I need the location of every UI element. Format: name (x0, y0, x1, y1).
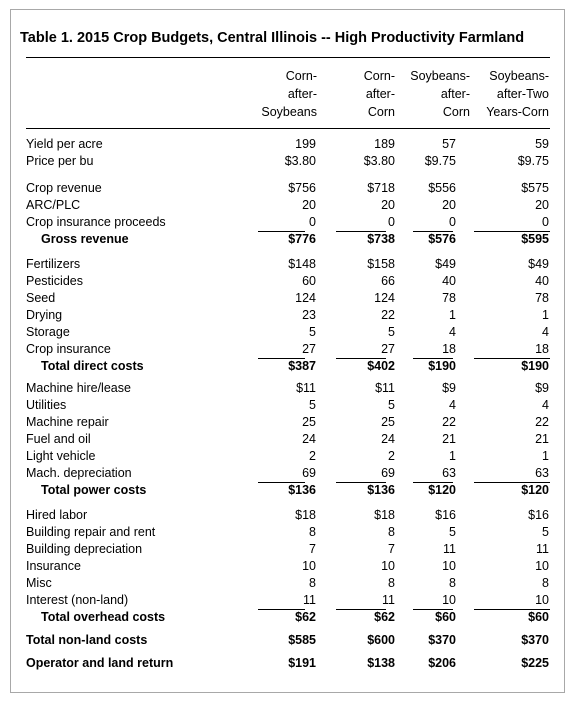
table-row (26, 153, 550, 170)
row-value: 124 (295, 291, 316, 305)
row-label: Total non-land costs (26, 633, 148, 647)
row-value: 1 (449, 449, 456, 463)
table-row (26, 136, 550, 153)
row-value: 11 (303, 593, 316, 607)
row-value: 18 (535, 342, 549, 356)
row-value: 20 (535, 198, 549, 212)
table-row (26, 214, 550, 231)
row-value: $120 (428, 483, 456, 497)
row-value: $120 (521, 483, 549, 497)
col-header-line: Corn (442, 105, 470, 119)
row-label: Crop insurance (26, 342, 111, 356)
row-value: 2 (309, 449, 316, 463)
row-value: 0 (542, 215, 549, 229)
table-row (26, 324, 550, 341)
row-value: 8 (542, 576, 549, 590)
row-value: $62 (374, 610, 395, 624)
row-value: $62 (295, 610, 316, 624)
row-label: ARC/PLC (26, 198, 81, 212)
row-value: 5 (542, 525, 549, 539)
subtotal-rule (413, 482, 453, 483)
row-value: 78 (535, 291, 549, 305)
row-value: 23 (302, 308, 316, 322)
row-value: $206 (428, 656, 456, 670)
table-row (26, 592, 550, 609)
table-row (26, 397, 550, 414)
row-value: 40 (442, 274, 456, 288)
row-value: $776 (288, 232, 316, 246)
row-label: Mach. depreciation (26, 466, 132, 480)
table-title: Table 1. 2015 Crop Budgets, Central Illinois -- High Productivity Farmland (20, 30, 525, 46)
row-value: 22 (442, 415, 456, 429)
row-label: Storage (26, 325, 70, 339)
row-value: $585 (288, 633, 316, 647)
table-row (26, 341, 550, 358)
col-header-line: after- (440, 87, 470, 101)
row-value: $138 (367, 656, 395, 670)
row-value: 2 (388, 449, 395, 463)
row-value: 66 (381, 274, 395, 288)
row-value: 40 (535, 274, 549, 288)
row-value: $370 (428, 633, 456, 647)
row-value: $387 (288, 359, 316, 373)
row-value: $370 (521, 633, 549, 647)
row-value: 69 (381, 466, 395, 480)
row-value: 60 (302, 274, 316, 288)
row-value: 124 (374, 291, 395, 305)
row-value: 5 (449, 525, 456, 539)
row-value: $148 (288, 257, 316, 271)
row-value: 22 (535, 415, 549, 429)
row-label: Light vehicle (26, 449, 96, 463)
row-label: Crop insurance proceeds (26, 215, 166, 229)
subtotal-rule (413, 609, 453, 610)
row-value: $576 (428, 232, 456, 246)
row-label: Hired labor (26, 508, 88, 522)
col-header-line: Years-Corn (486, 105, 549, 119)
row-value: 22 (381, 308, 395, 322)
row-value: 63 (535, 466, 549, 480)
row-value: 10 (381, 559, 395, 573)
row-value: 4 (449, 398, 456, 412)
table-row (26, 256, 550, 273)
row-value: 11 (382, 593, 395, 607)
row-value: $9 (442, 381, 456, 395)
row-value: 8 (309, 576, 316, 590)
subtotal-rule (474, 609, 550, 610)
row-value: 1 (542, 449, 549, 463)
row-value: 78 (442, 291, 456, 305)
row-value: 4 (449, 325, 456, 339)
row-value: 5 (388, 325, 395, 339)
col-header-soybeans-after-two-years-corn (449, 67, 549, 121)
row-value: $3.80 (284, 154, 316, 168)
row-label: Pesticides (26, 274, 83, 288)
row-value: $3.80 (363, 154, 395, 168)
row-label: Building repair and rent (26, 525, 156, 539)
row-value: $9 (535, 381, 549, 395)
row-label: Gross revenue (41, 232, 129, 246)
row-value: 10 (442, 559, 456, 573)
table-row (26, 290, 550, 307)
row-value: 10 (442, 593, 456, 607)
row-value: $190 (521, 359, 549, 373)
row-label: Yield per acre (26, 137, 103, 151)
row-value: 20 (381, 198, 395, 212)
row-value: $136 (367, 483, 395, 497)
row-value: 1 (542, 308, 549, 322)
row-value: 189 (374, 137, 395, 151)
col-header-line: Corn- (285, 69, 317, 83)
row-value: $60 (528, 610, 549, 624)
row-value: $11 (375, 381, 395, 395)
table-row (26, 307, 550, 324)
row-label: Crop revenue (26, 181, 102, 195)
row-label: Insurance (26, 559, 81, 573)
row-value: 0 (449, 215, 456, 229)
row-label: Misc (26, 576, 52, 590)
subtotal-rule (258, 482, 305, 483)
table-row (26, 507, 550, 524)
row-value: 1 (449, 308, 456, 322)
row-value: $49 (528, 257, 549, 271)
table-row (26, 632, 550, 649)
row-value: $595 (521, 232, 549, 246)
table-row (26, 609, 550, 626)
row-value: 8 (388, 525, 395, 539)
row-label: Utilities (26, 398, 67, 412)
row-value: $60 (435, 610, 456, 624)
table-row (26, 655, 550, 672)
row-value: 20 (302, 198, 316, 212)
col-header-line: after- (287, 87, 317, 101)
row-value: 59 (535, 137, 549, 151)
table-row (26, 414, 550, 431)
row-value: 0 (309, 215, 316, 229)
row-value: $190 (428, 359, 456, 373)
row-value: $136 (288, 483, 316, 497)
row-value: $49 (435, 257, 456, 271)
row-value: 69 (302, 466, 316, 480)
row-value: $9.75 (517, 154, 549, 168)
table-row (26, 448, 550, 465)
row-value: 18 (442, 342, 456, 356)
row-value: $11 (296, 381, 316, 395)
row-value: 63 (442, 466, 456, 480)
row-value: $18 (295, 508, 316, 522)
row-value: $158 (367, 257, 395, 271)
table-row (26, 482, 550, 499)
row-value: 27 (381, 342, 395, 356)
row-value: 8 (449, 576, 456, 590)
table-row (26, 358, 550, 375)
subtotal-rule (474, 358, 550, 359)
row-value: $738 (367, 232, 395, 246)
table-row (26, 197, 550, 214)
row-value: $402 (367, 359, 395, 373)
col-header-line: Corn (367, 105, 395, 119)
row-value: 11 (536, 542, 549, 556)
table-row (26, 180, 550, 197)
row-value: 57 (442, 137, 456, 151)
row-label: Interest (non-land) (26, 593, 129, 607)
row-value: $9.75 (424, 154, 456, 168)
row-value: 25 (302, 415, 316, 429)
col-header-line: Corn- (363, 69, 395, 83)
table-row (26, 541, 550, 558)
row-label: Drying (26, 308, 63, 322)
col-header-line: after- (365, 87, 395, 101)
row-label: Operator and land return (26, 656, 174, 670)
row-value: 7 (309, 542, 316, 556)
row-value: $191 (288, 656, 316, 670)
header-rule-bottom (26, 128, 550, 129)
row-value: 5 (309, 398, 316, 412)
row-value: 25 (381, 415, 395, 429)
row-value: 5 (388, 398, 395, 412)
row-value: $756 (288, 181, 316, 195)
row-value: $18 (374, 508, 395, 522)
table-row (26, 465, 550, 482)
col-header-line: after-Two (496, 87, 549, 101)
row-value: $225 (521, 656, 549, 670)
table-row (26, 558, 550, 575)
subtotal-rule (413, 358, 453, 359)
row-value: 199 (295, 137, 316, 151)
row-value: 21 (442, 432, 456, 446)
subtotal-rule (258, 231, 305, 232)
table-row (26, 575, 550, 592)
table-row (26, 431, 550, 448)
table-row (26, 380, 550, 397)
row-label: Building depreciation (26, 542, 143, 556)
row-label: Total power costs (41, 483, 147, 497)
row-value: 24 (302, 432, 316, 446)
table-row (26, 231, 550, 248)
table-row (26, 273, 550, 290)
row-value: 10 (535, 593, 549, 607)
row-label: Fertilizers (26, 257, 81, 271)
row-value: 24 (381, 432, 395, 446)
col-header-line: Soybeans- (489, 69, 549, 83)
subtotal-rule (474, 231, 550, 232)
header-rule-top (26, 57, 550, 58)
row-value: 5 (309, 325, 316, 339)
row-value: 10 (302, 559, 316, 573)
row-label: Machine hire/lease (26, 381, 131, 395)
row-value: $16 (435, 508, 456, 522)
table-row (26, 524, 550, 541)
subtotal-rule (413, 231, 453, 232)
row-value: 0 (388, 215, 395, 229)
row-value: 11 (443, 542, 456, 556)
row-value: 4 (542, 398, 549, 412)
row-label: Total direct costs (41, 359, 144, 373)
row-value: 27 (302, 342, 316, 356)
row-value: 4 (542, 325, 549, 339)
row-value: $16 (528, 508, 549, 522)
row-value: $718 (367, 181, 395, 195)
row-value: $575 (521, 181, 549, 195)
row-label: Seed (26, 291, 56, 305)
row-value: $600 (367, 633, 395, 647)
row-value: 8 (388, 576, 395, 590)
row-value: 7 (388, 542, 395, 556)
row-label: Machine repair (26, 415, 109, 429)
row-value: $556 (428, 181, 456, 195)
subtotal-rule (258, 609, 305, 610)
subtotal-rule (474, 482, 550, 483)
col-header-line: Soybeans (261, 105, 317, 119)
row-label: Fuel and oil (26, 432, 91, 446)
row-value: 10 (535, 559, 549, 573)
row-label: Total overhead costs (41, 610, 166, 624)
row-value: 8 (309, 525, 316, 539)
row-label: Price per bu (26, 154, 94, 168)
subtotal-rule (258, 358, 305, 359)
col-header-line: Soybeans- (410, 69, 470, 83)
row-value: 20 (442, 198, 456, 212)
row-value: 21 (535, 432, 549, 446)
